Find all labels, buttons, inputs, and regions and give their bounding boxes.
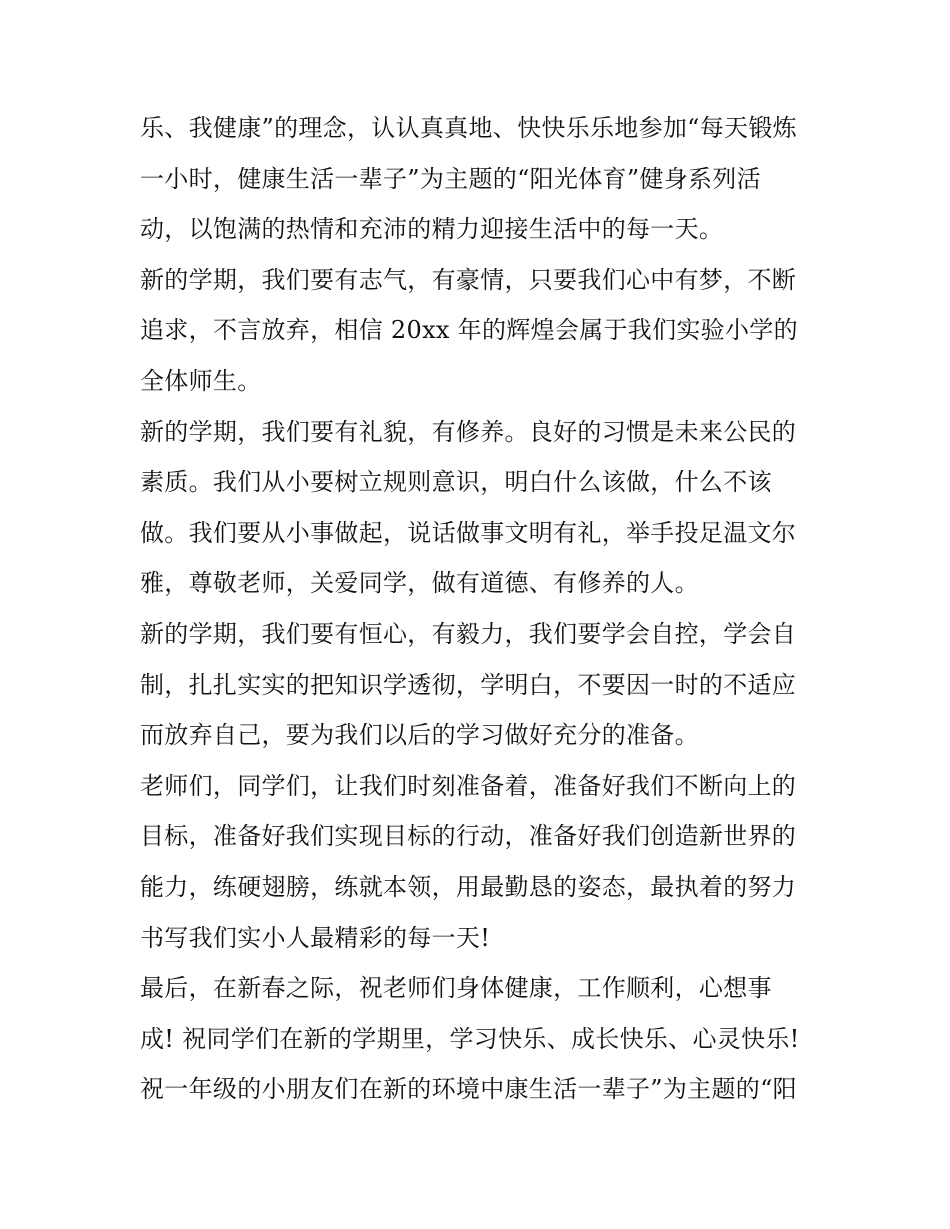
text-line: 一小时，健康生活一辈子”为主题的“阳光体育”健身系列活 (140, 164, 761, 193)
text-line: 全体师生。 (140, 366, 262, 395)
text-line: 书写我们实小人最精彩的每一天! (140, 923, 491, 952)
text-line: 做。我们要从小事做起，说话做事文明有礼，举手投足温文尔 (140, 518, 797, 547)
document-body-text (140, 103, 820, 1115)
text-line: 动，以饱满的热情和充沛的精力迎接生活中的每一天。 (140, 215, 724, 244)
text-line: 成! 祝同学们在新的学期里，学习快乐、成长快乐、心灵快乐! (140, 1024, 800, 1053)
text-line: 最后，在新春之际，祝老师们身体健康，工作顺利，心想事 (140, 974, 772, 1003)
text-line: 新的学期，我们要有志气，有豪情，只要我们心中有梦，不断 (140, 265, 797, 294)
text-line: 目标，准备好我们实现目标的行动，准备好我们创造新世界的 (140, 822, 797, 851)
text-line: 追求，不言放弃，相信 20xx 年的辉煌会属于我们实验小学的 (140, 316, 798, 345)
text-line: 能力，练硬翅膀，练就本领，用最勤恳的姿态，最执着的努力 (140, 872, 797, 901)
text-line: 素质。我们从小要树立规则意识，明白什么该做，什么不该 (140, 468, 772, 497)
text-line: 而放弃自己，要为我们以后的学习做好充分的准备。 (140, 721, 699, 750)
text-line: 祝一年级的小朋友们在新的环境中康生活一辈子”为主题的“阳 (140, 1075, 797, 1104)
text-line: 乐、我健康”的理念，认认真真地、快快乐乐地参加“每天锻炼 (140, 114, 797, 142)
text-line: 制，扎扎实实的把知识学透彻，学明白，不要因一时的不适应 (140, 670, 797, 699)
text-line: 新的学期，我们要有恒心，有毅力，我们要学会自控，学会自 (140, 619, 797, 648)
text-line: 老师们，同学们，让我们时刻准备着，准备好我们不断向上的 (140, 771, 797, 800)
text-line: 雅，尊敬老师，关爱同学，做有道德、有修养的人。 (140, 569, 699, 598)
text-line: 新的学期，我们要有礼貌，有修养。良好的习惯是未来公民的 (140, 417, 797, 446)
